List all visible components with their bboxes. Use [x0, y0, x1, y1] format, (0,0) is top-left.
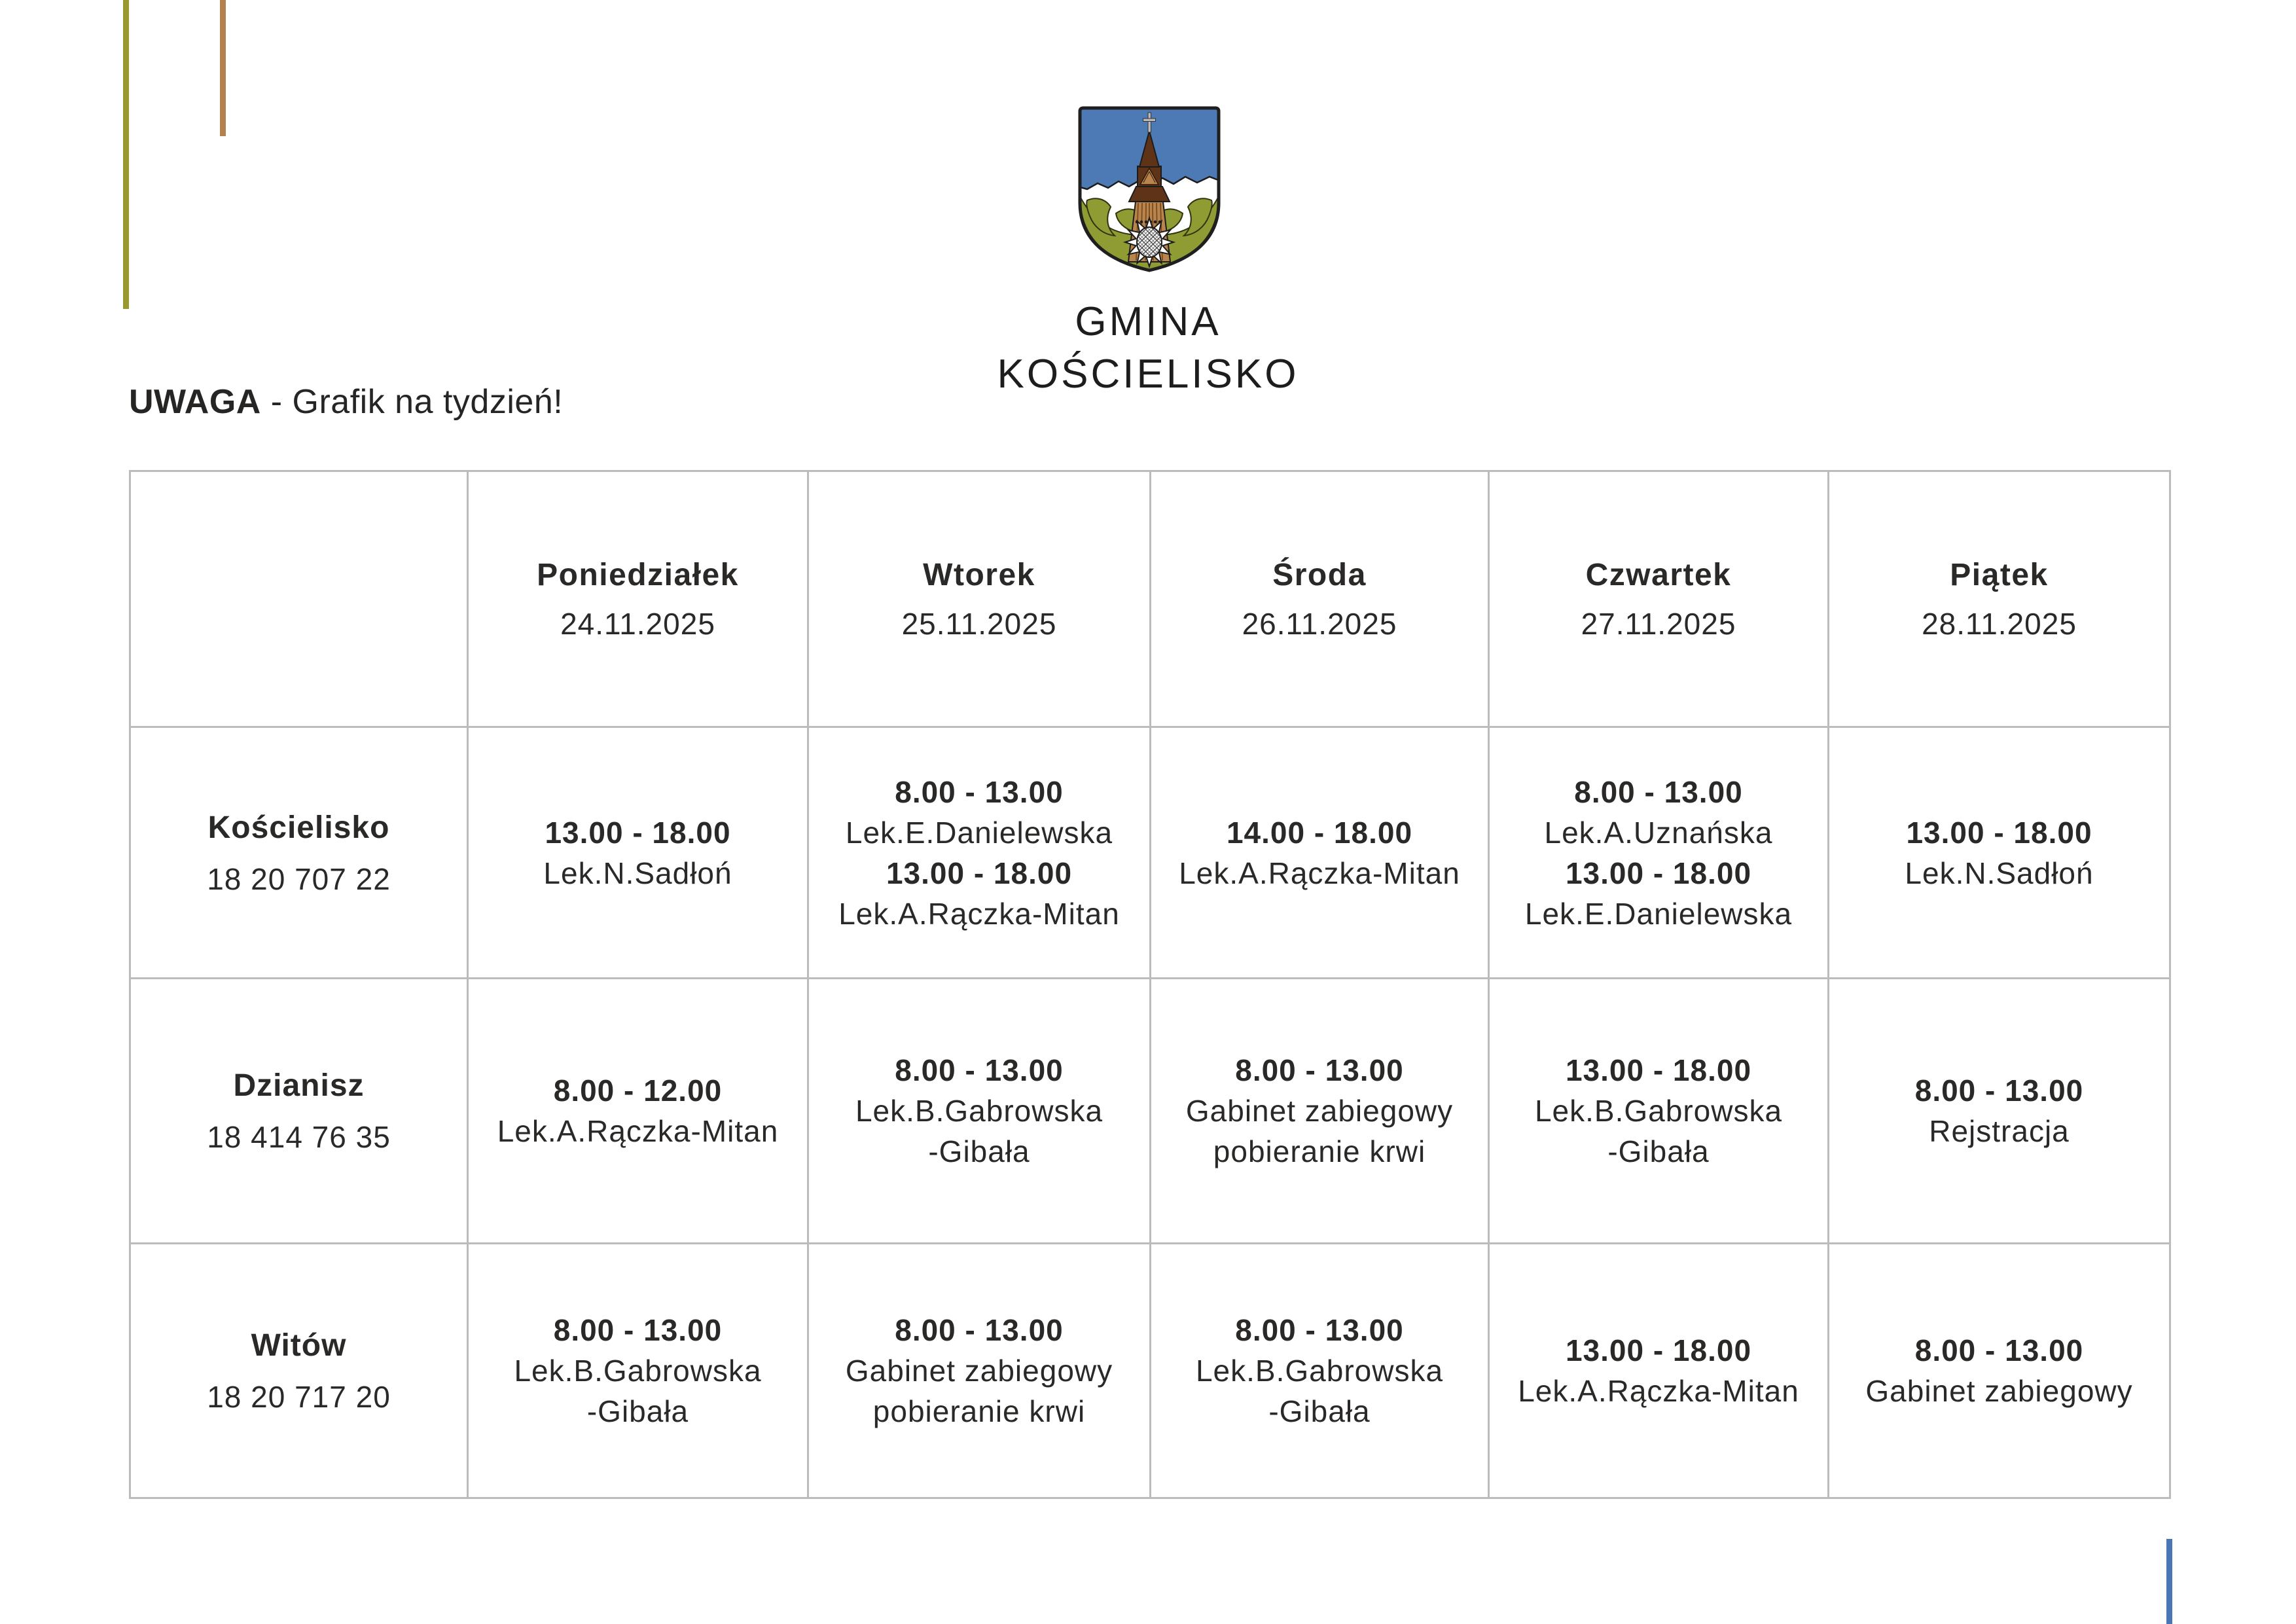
table-row-witow — [130, 1244, 2170, 1498]
service-name: Gabinet zabiegowy — [1185, 1094, 1454, 1128]
time-range: 13.00 - 18.00 — [886, 856, 1073, 890]
staff-name: Lek.B.Gabrowska — [1534, 1094, 1783, 1128]
staff-name: Lek.A.Rączka-Mitan — [1518, 1374, 1799, 1408]
location-phone: 18 20 707 22 — [207, 861, 391, 896]
staff-name: Lek.B.Gabrowska — [514, 1354, 762, 1388]
schedule-cell — [1489, 979, 1829, 1244]
schedule-table — [129, 470, 2171, 1499]
staff-name: Lek.B.Gabrowska — [1195, 1354, 1444, 1388]
schedule-cell — [808, 727, 1151, 979]
day-name: Poniedziałek — [537, 558, 739, 592]
time-range: 13.00 - 18.00 — [1565, 856, 1752, 890]
time-range: 8.00 - 13.00 — [895, 1053, 1064, 1087]
time-range: 13.00 - 18.00 — [1565, 1053, 1752, 1087]
day-name: Piątek — [1950, 558, 2049, 592]
staff-name: Lek.N.Sadłoń — [543, 856, 732, 890]
day-name: Czwartek — [1585, 558, 1732, 592]
schedule-cell — [1829, 1244, 2170, 1498]
table-row-koscielisko — [130, 727, 2170, 979]
schedule-cell — [468, 979, 808, 1244]
staff-name: Lek.N.Sadłoń — [1905, 856, 2094, 890]
time-range: 8.00 - 13.00 — [895, 1313, 1064, 1347]
schedule-cell — [1151, 727, 1489, 979]
day-header-tuesday — [808, 471, 1151, 727]
day-date: 24.11.2025 — [560, 607, 715, 641]
schedule-cell — [808, 1244, 1151, 1498]
time-range: 8.00 - 13.00 — [1914, 1333, 2084, 1367]
notice-emphasis: UWAGA — [129, 383, 261, 421]
day-name: Wtorek — [923, 558, 1035, 592]
time-range: 8.00 - 13.00 — [553, 1313, 723, 1347]
org-title-line2: KOŚCIELISKO — [997, 352, 1299, 397]
staff-name: Lek.A.Rączka-Mitan — [838, 896, 1120, 931]
day-header-monday — [468, 471, 808, 727]
day-date: 27.11.2025 — [1581, 607, 1736, 641]
time-range: 8.00 - 13.00 — [895, 774, 1064, 809]
schedule-cell — [468, 1244, 808, 1498]
staff-name: -Gibała — [1268, 1394, 1371, 1428]
coat-of-arms-icon — [1075, 103, 1223, 275]
header-row — [130, 471, 2170, 727]
decor-line-blue — [2166, 1539, 2172, 1624]
staff-name: Lek.B.Gabrowska — [855, 1094, 1103, 1128]
day-name: Środa — [1272, 558, 1367, 592]
notice-heading — [129, 384, 563, 420]
schedule-cell — [468, 727, 808, 979]
schedule-cell — [1829, 727, 2170, 979]
location-name: Dzianisz — [233, 1068, 365, 1103]
service-name: pobieranie krwi — [1213, 1134, 1426, 1168]
schedule-cell — [1151, 1244, 1489, 1498]
staff-name: Lek.A.Uznańska — [1544, 815, 1773, 850]
location-name: Kościelisko — [207, 810, 390, 845]
time-range: 13.00 - 18.00 — [545, 815, 731, 850]
location-phone: 18 414 76 35 — [207, 1120, 391, 1154]
schedule-cell — [1489, 727, 1829, 979]
staff-name: -Gibała — [928, 1134, 1030, 1168]
crest-cross — [1148, 113, 1151, 132]
time-range: 8.00 - 13.00 — [1914, 1074, 2084, 1108]
decor-line-olive — [123, 0, 129, 309]
location-name: Witów — [251, 1328, 347, 1363]
location-cell — [130, 979, 468, 1244]
table-row-dzianisz — [130, 979, 2170, 1244]
service-name: Gabinet zabiegowy — [1865, 1374, 2133, 1408]
day-date: 25.11.2025 — [901, 607, 1057, 641]
schedule-cell — [1151, 979, 1489, 1244]
day-header-thursday — [1489, 471, 1829, 727]
location-cell — [130, 727, 468, 979]
time-range: 8.00 - 13.00 — [1235, 1053, 1404, 1087]
notice-text: - Grafik na tydzień! — [260, 383, 564, 421]
location-cell — [130, 1244, 468, 1498]
schedule-cell — [1829, 979, 2170, 1244]
staff-name: Lek.E.Danielewska — [1524, 896, 1793, 931]
corner-cell — [130, 471, 468, 727]
decor-line-tan — [220, 0, 226, 136]
koscielisko-coat-of-arms — [1075, 103, 1223, 275]
time-range: 8.00 - 13.00 — [1235, 1313, 1404, 1347]
schedule-cell — [1489, 1244, 1829, 1498]
staff-name: -Gibała — [586, 1394, 689, 1428]
day-date: 28.11.2025 — [1922, 607, 2077, 641]
staff-name: -Gibała — [1607, 1134, 1710, 1168]
org-title-line1: GMINA — [1075, 299, 1221, 344]
staff-name: Lek.A.Rączka-Mitan — [497, 1114, 779, 1148]
day-header-wednesday — [1151, 471, 1489, 727]
time-range: 8.00 - 13.00 — [1574, 774, 1743, 809]
service-name: Gabinet zabiegowy — [845, 1354, 1113, 1388]
crest-cross-bar — [1143, 118, 1156, 122]
time-range: 13.00 - 18.00 — [1906, 815, 2092, 850]
crest-thistle-center — [1137, 227, 1162, 257]
schedule-cell — [808, 979, 1151, 1244]
day-date: 26.11.2025 — [1242, 607, 1397, 641]
time-range: 8.00 - 12.00 — [553, 1074, 723, 1108]
time-range: 14.00 - 18.00 — [1226, 815, 1413, 850]
crest-tower-eave — [1129, 187, 1170, 202]
service-name: pobieranie krwi — [872, 1394, 1086, 1428]
location-phone: 18 20 717 20 — [207, 1380, 391, 1414]
service-name: Rejstracja — [1929, 1114, 2070, 1148]
day-header-friday — [1829, 471, 2170, 727]
time-range: 13.00 - 18.00 — [1565, 1333, 1752, 1367]
staff-name: Lek.E.Danielewska — [845, 815, 1113, 850]
staff-name: Lek.A.Rączka-Mitan — [1179, 856, 1460, 890]
